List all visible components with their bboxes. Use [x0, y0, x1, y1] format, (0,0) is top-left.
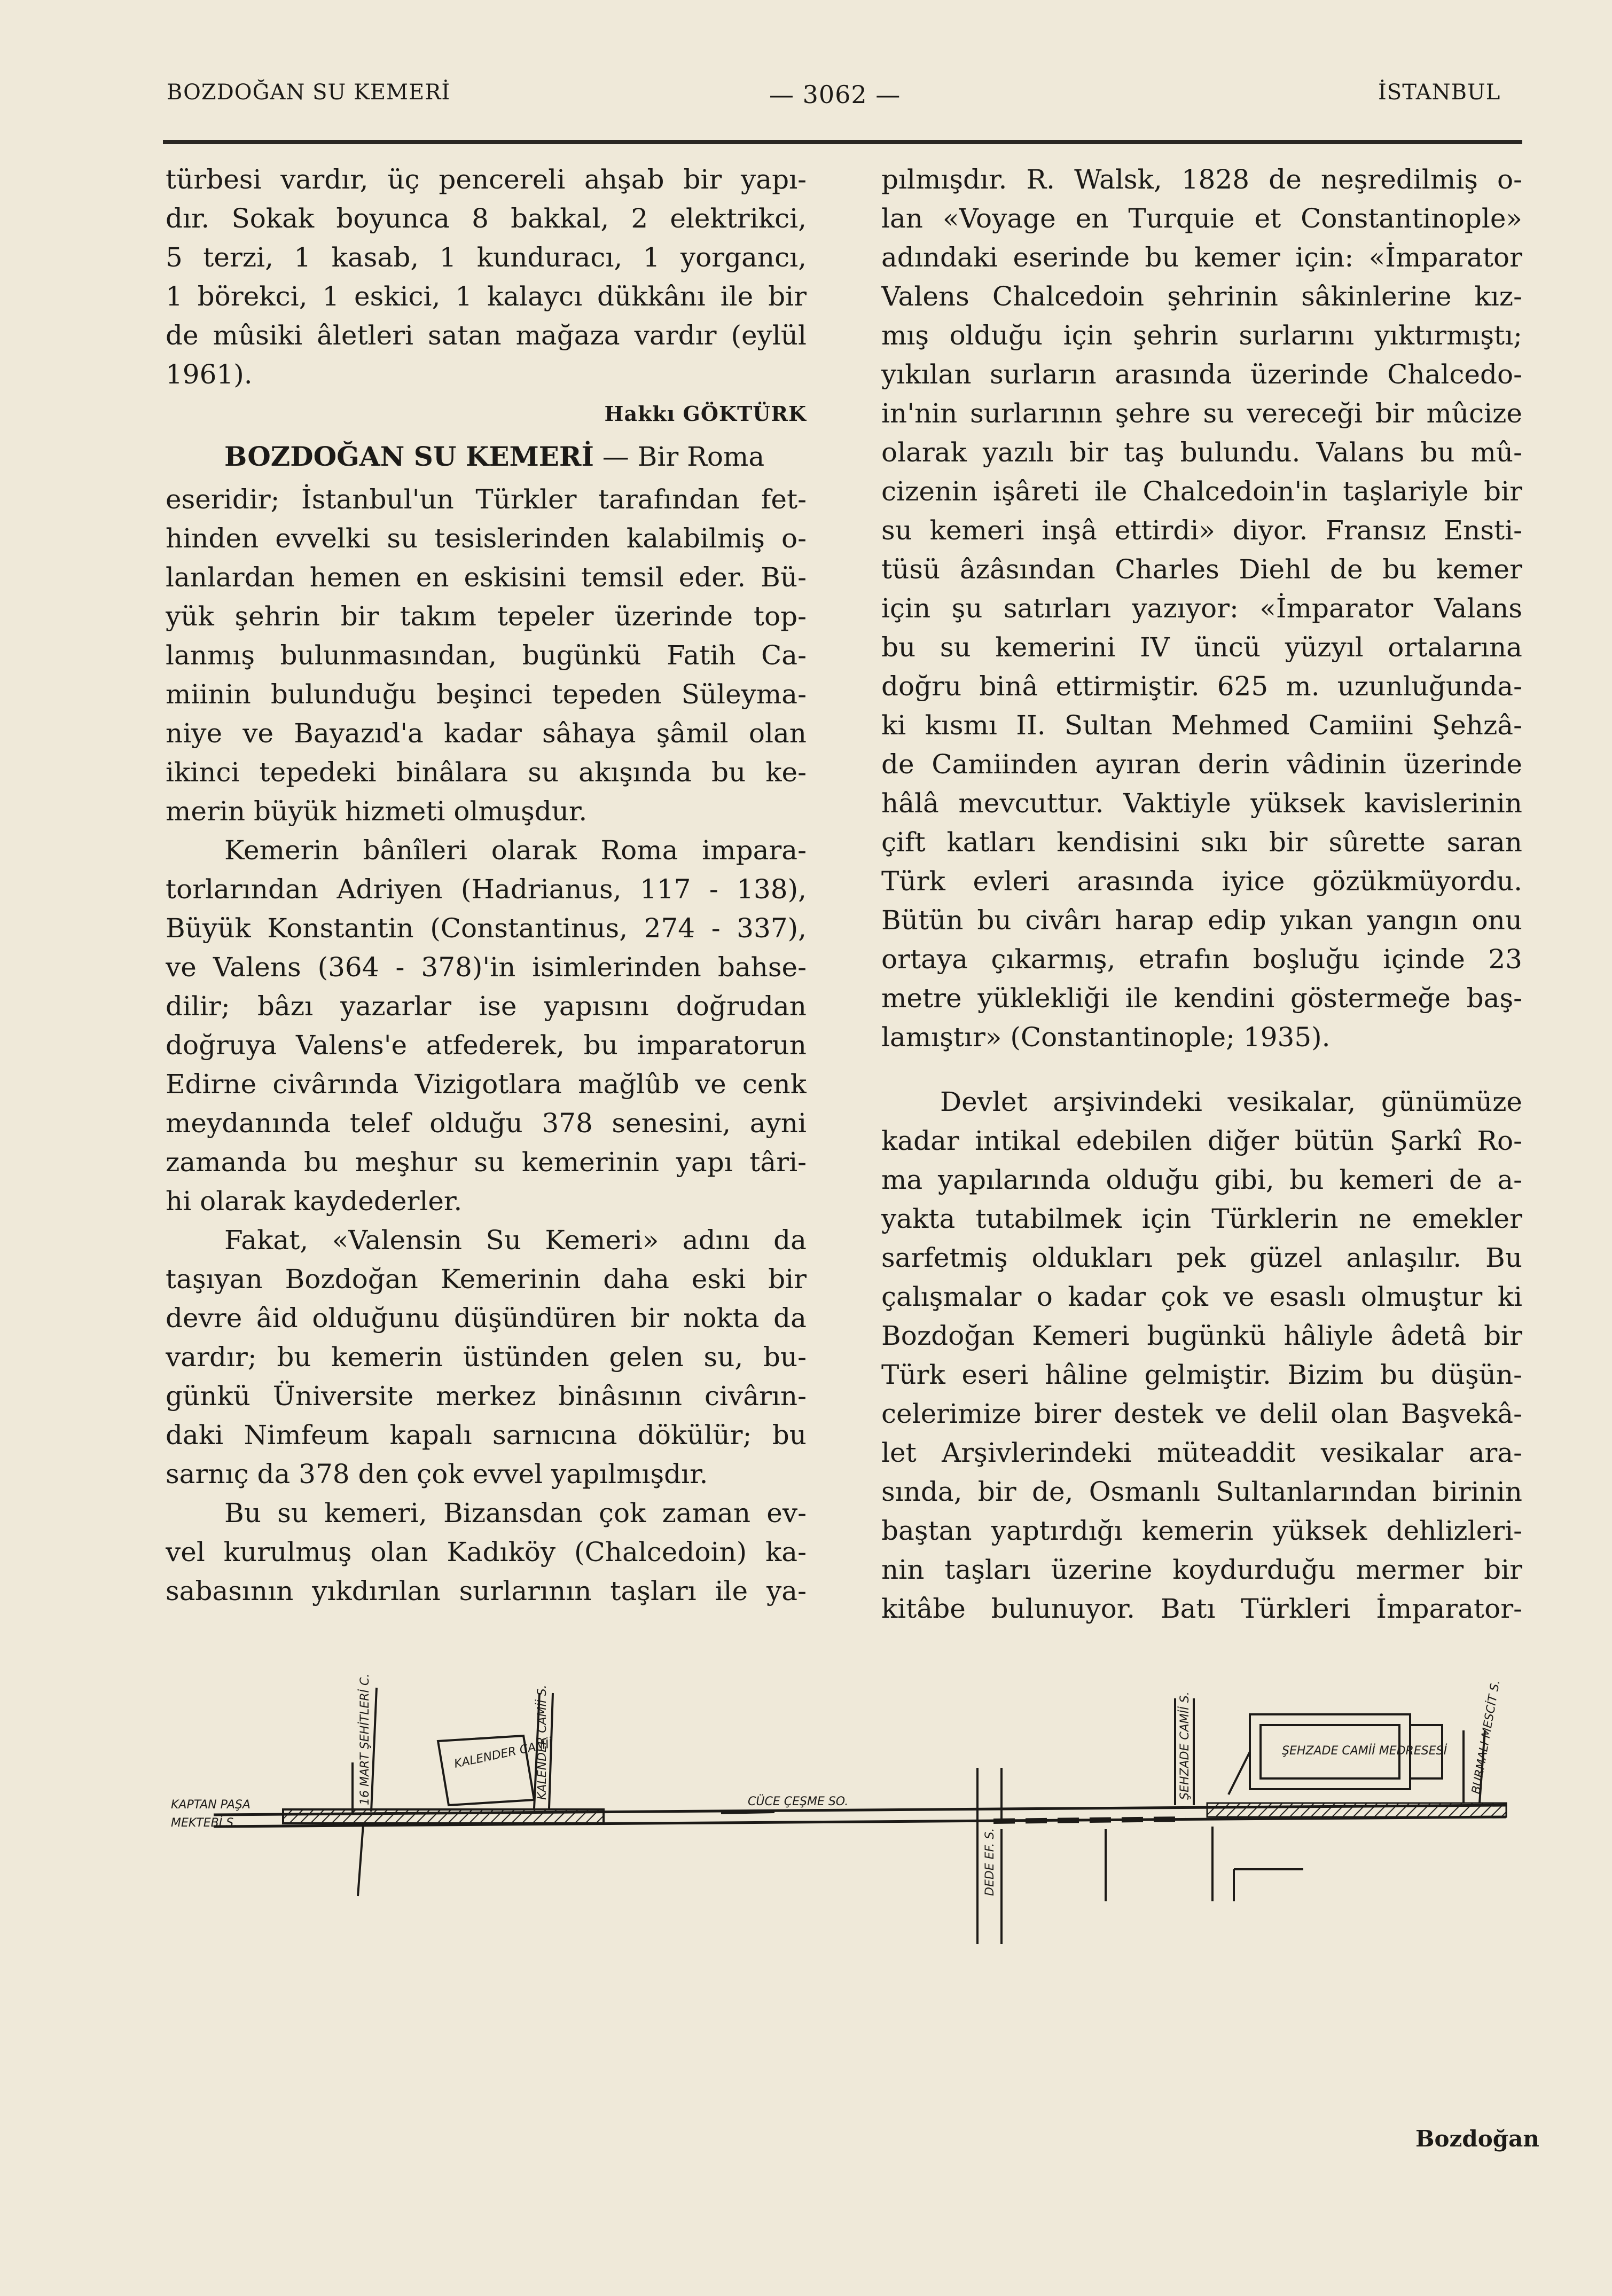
text-line: zamanda bu meşhur su kemerinin yapı târi- — [166, 1147, 807, 1178]
running-header-title: BOZDOĞAN SU KEMERİ — [167, 80, 451, 105]
text-line: çalışmalar o kadar çok ve esaslı olmuştur ki — [881, 1281, 1522, 1312]
text-line: nin taşları üzerine koydurduğu mermer bir — [881, 1554, 1522, 1585]
text-line: vel kurulmuş olan Kadıköy (Chalcedoin) ka- — [166, 1537, 807, 1568]
text-line: metre yüklekliği ile kendini göstermeğe baş- — [881, 983, 1522, 1014]
text-line: Edirne civârında Vizigotlara mağlûb ve cenk — [166, 1069, 807, 1100]
text-line: ma yapılarında olduğu gibi, bu kemeri de a- — [881, 1164, 1522, 1195]
kalender-camii-label: KALENDER CAMİİ — [453, 1737, 554, 1771]
text-line: cizenin işâreti ile Chalcedoin'in taşlariyle bir — [881, 476, 1522, 507]
text-line: lan «Voyage en Turquie et Constantinople» — [881, 203, 1522, 234]
burmali-mescit-label: BURMALI MESCİT S. — [1469, 1679, 1503, 1796]
page-number: — 3062 — — [769, 80, 901, 109]
running-header-section: İSTANBUL — [1378, 80, 1501, 105]
sehzade-medresesi-building — [1228, 1714, 1447, 1795]
text-line: tüsü âzâsından Charles Diehl de bu kemer — [881, 554, 1522, 585]
map-caption: Bozdoğan — [1415, 2126, 1539, 2152]
text-line: doğruya Valens'e atfederek, bu imparatorun — [166, 1030, 807, 1061]
text-line: türbesi vardır, üç pencereli ahşab bir yapı- — [166, 164, 807, 195]
text-line: in'nin surlarının şehre su vereceği bir mûcize — [881, 398, 1522, 429]
text-line: Fakat, «Valensin Su Kemeri» adını da — [224, 1225, 807, 1256]
text-line: yıkılan surların arasında üzerinde Chalcedo- — [881, 359, 1522, 390]
text-line: sarnıç da 378 den çok evvel yapılmışdır. — [166, 1459, 708, 1490]
text-line: lamıştır» (Constantinople; 1935). — [881, 1022, 1331, 1053]
text-line: — Bir Roma — [593, 441, 765, 472]
text-line: Bozdoğan Kemeri bugünkü hâliyle âdetâ bir — [881, 1320, 1522, 1351]
text-line: olarak yazılı bir taş bulundu. Valans bu mû- — [881, 437, 1522, 468]
text-line: lanlardan hemen en eskisini temsil eder. Bü- — [166, 562, 807, 593]
text-line: adındaki eserinde bu kemer için: «İmparator — [881, 242, 1522, 273]
text-line: 1961). — [166, 359, 253, 390]
text-line: merin büyük hizmeti olmuşdur. — [166, 796, 588, 827]
text-line: de Camiinden ayıran derin vâdinin üzerinde — [881, 749, 1522, 780]
text-line: kadar intikal edebilen diğer bütün Şarkî Ro- — [881, 1125, 1522, 1156]
article-first-line — [166, 433, 807, 480]
cuce-cesme-label: CÜCE ÇEŞME SO. — [748, 1795, 849, 1808]
text-line: çift katları kendisini sıkı bir sûrette saran — [881, 827, 1522, 858]
text-line: hi olarak kaydederler. — [166, 1186, 463, 1217]
text-line: eseridir; İstanbul'un Türkler tarafından fet- — [166, 484, 807, 515]
sehzade-camii-street-label: ŞEHZADE CAMİİ S. — [1178, 1691, 1192, 1800]
text-line: niye ve Bayazıd'a kadar sâhaya şâmil olan — [166, 718, 807, 749]
mart-sehitleri-label: 16 MART ŞEHİTLERİ C. — [358, 1673, 372, 1805]
text-line: ve Valens (364 - 378)'in isimlerinden bahse- — [166, 952, 807, 983]
text-line: miinin bulunduğu beşinci tepeden Süleyma- — [166, 679, 807, 710]
text-line: için şu satırları yazıyor: «İmparator Valans — [881, 593, 1522, 624]
left-column — [166, 160, 807, 1611]
text-line: hinden evvelki su tesislerinden kalabilmiş o- — [166, 523, 807, 554]
text-line: daki Nimfeum kapalı sarnıcına dökülür; bu — [166, 1420, 807, 1451]
text-line: Bütün bu civârı harap edip yıkan yangın onu — [881, 905, 1522, 936]
text-line: su kemeri inşâ ettirdi» diyor. Fransız Ensti- — [881, 515, 1522, 546]
kalender-camii-street-label: KALENDER CAMİİ S. — [536, 1684, 549, 1800]
text-line: kitâbe bulunuyor. Batı Türkleri İmparator- — [881, 1593, 1522, 1624]
text-line: taşıyan Bozdoğan Kemerinin daha eski bir — [166, 1264, 807, 1295]
text-line: bu su kemerini IV üncü yüzyıl ortalarına — [881, 632, 1522, 663]
text-line: sarfetmiş oldukları pek güzel anlaşılır. Bu — [881, 1242, 1522, 1273]
text-line: dilir; bâzı yazarlar ise yapısını doğrudan — [166, 991, 807, 1022]
dede-ef-label: DEDE EF. S. — [983, 1828, 997, 1896]
text-line: pılmışdır. R. Walsk, 1828 de neşredilmiş o- — [881, 164, 1522, 195]
text-line: Devlet arşivindeki vesikalar, günümüze — [940, 1086, 1522, 1117]
text-line: sabasının yıkdırılan surlarının taşları ile ya- — [166, 1576, 807, 1607]
text-line: lanmış bulunmasından, bugünkü Fatih Ca- — [166, 640, 807, 671]
text-line: Bu su kemeri, Bizansdan çok zaman ev- — [224, 1498, 807, 1529]
text-line: Büyük Konstantin (Constantinus, 274 - 337), — [166, 913, 807, 944]
right-column — [881, 160, 1522, 1628]
text-line: Valens Chalcedoin şehrinin sâkinlerine kız- — [881, 281, 1522, 312]
text-line: Türk evleri arasında iyice gözükmüyordu. — [881, 866, 1522, 897]
text-line: yakta tutabilmek için Türklerin ne emekler — [881, 1203, 1522, 1234]
text-line: devre âid olduğunu düşündüren bir nokta da — [166, 1303, 807, 1334]
text-line: günkü Üniversite merkez binâsının civârın- — [166, 1381, 807, 1412]
text-line: 5 terzi, 1 kasab, 1 kunduracı, 1 yorgancı, — [166, 242, 807, 273]
header-rule — [163, 140, 1522, 144]
text-line: Kemerin bânîleri olarak Roma impara- — [224, 835, 807, 866]
text-line: celerimize birer destek ve delil olan Başvekâ- — [881, 1398, 1522, 1429]
aqueduct-line — [214, 1803, 1506, 1827]
text-line: baştan yaptırdığı kemerin yüksek dehlizleri- — [881, 1515, 1522, 1546]
aqueduct-street-map — [160, 1645, 1528, 1944]
text-line: yük şehrin bir takım tepeler üzerinde top- — [166, 601, 807, 632]
text-line: doğru binâ ettirmiştir. 625 m. uzunluğunda- — [881, 671, 1522, 702]
text-line: sında, bir de, Osmanlı Sultanlarından birinin — [881, 1476, 1522, 1507]
kaptan-pasa-label: KAPTAN PAŞA — [171, 1798, 251, 1812]
sehzade-medresesi-label: ŞEHZADE CAMİİ MEDRESESİ — [1282, 1744, 1447, 1758]
text-line: mış olduğu için şehrin surlarını yıktırmıştı; — [881, 320, 1522, 351]
text-line: torlarından Adriyen (Hadrianus, 117 - 138), — [166, 874, 807, 905]
article-title: BOZDOĞAN SU KEMERİ — [224, 441, 594, 472]
text-line: 1 börekci, 1 eskici, 1 kalaycı dükkânı ile bir — [166, 281, 807, 312]
text-line: ki kısmı II. Sultan Mehmed Camiini Şehzâ- — [881, 710, 1522, 741]
text-line: hâlâ mevcuttur. Vaktiyle yüksek kavislerinin — [881, 788, 1522, 819]
text-line: ortaya çıkarmış, etrafın boşluğu içinde 23 — [881, 944, 1522, 975]
author-signature: Hakkı GÖKTÜRK — [604, 402, 807, 426]
text-line: ikinci tepedeki binâlara su akışında bu ke- — [166, 757, 807, 788]
text-line: vardır; bu kemerin üstünden gelen su, bu- — [166, 1342, 807, 1373]
text-line: dır. Sokak boyunca 8 bakkal, 2 elektrikci, — [166, 203, 807, 234]
text-line: let Arşivlerindeki müteaddit vesikalar ara- — [881, 1437, 1522, 1468]
paragraph-gap — [881, 1057, 1522, 1083]
text-line: meydanında telef olduğu 378 senesini, ayni — [166, 1108, 807, 1139]
mektebi-label: MEKTEBİ S. — [171, 1816, 238, 1830]
text-line: Türk eseri hâline gelmiştir. Bizim bu düşün- — [881, 1359, 1522, 1390]
text-line: de mûsiki âletleri satan mağaza vardır (eylül — [166, 320, 807, 351]
